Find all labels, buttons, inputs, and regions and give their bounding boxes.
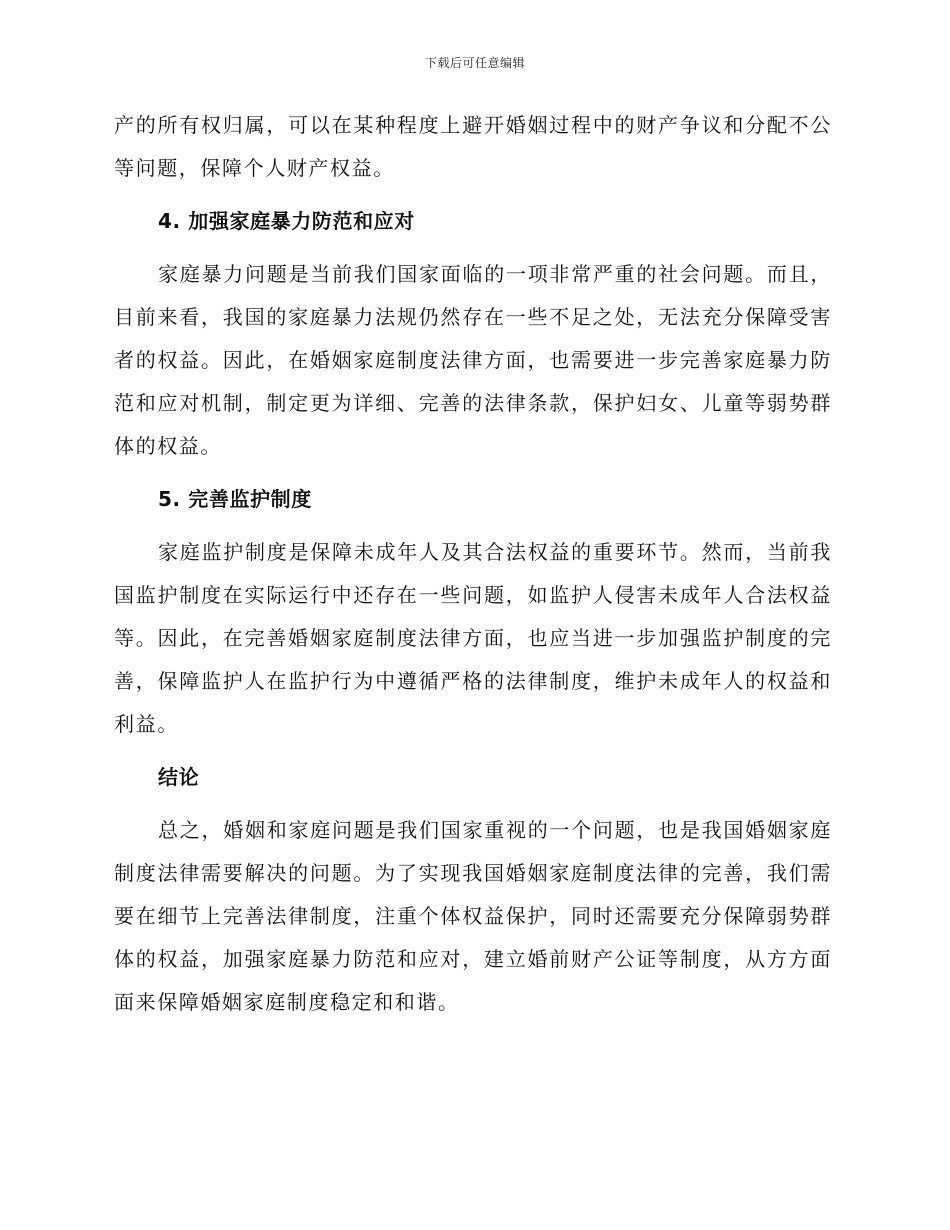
- continued-paragraph: 产的所有权归属，可以在某种程度上避开婚姻过程中的财产争议和分配不公等问题，保障个人财产权益。: [114, 113, 832, 180]
- header-note: 下载后可任意编辑: [424, 56, 525, 70]
- section-5-heading: 5. 完善监护制度: [158, 487, 312, 511]
- conclusion-heading: 结论: [158, 765, 200, 789]
- section-5-paragraph: 家庭监护制度是保障未成年人及其合法权益的重要环节。然而，当前我国监护制度在实际运行中还存在一些问题，如监护人侵害未成年人合法权益等。因此，在完善婚姻家庭制度法律方面，也应当进一步加强监护制度的完善，保障监护人在监护行为中遵循严格的法律制度，维护未成年人的权益和利益。: [114, 540, 832, 736]
- conclusion-paragraph: 总之，婚姻和家庭问题是我们国家重视的一个问题，也是我国婚姻家庭制度法律需要解决的问题。为了实现我国婚姻家庭制度法律的完善，我们需要在细节上完善法律制度，注重个体权益保护，同时还需要充分保障弱势群体的权益，加强家庭暴力防范和应对，建立婚前财产公证等制度，从方方面面来保障婚姻家庭制度稳定和和谐。: [114, 818, 832, 1014]
- section-4-paragraph: 家庭暴力问题是当前我们国家面临的一项非常严重的社会问题。而且，目前来看，我国的家庭暴力法规仍然存在一些不足之处，无法充分保障受害者的权益。因此，在婚姻家庭制度法律方面，也需要进一步完善家庭暴力防范和应对机制，制定更为详细、完善的法律条款，保护妇女、儿童等弱势群体的权益。: [114, 262, 832, 458]
- document-body: [114, 104, 832, 1034]
- section-4-heading: 4. 加强家庭暴力防范和应对: [158, 209, 415, 233]
